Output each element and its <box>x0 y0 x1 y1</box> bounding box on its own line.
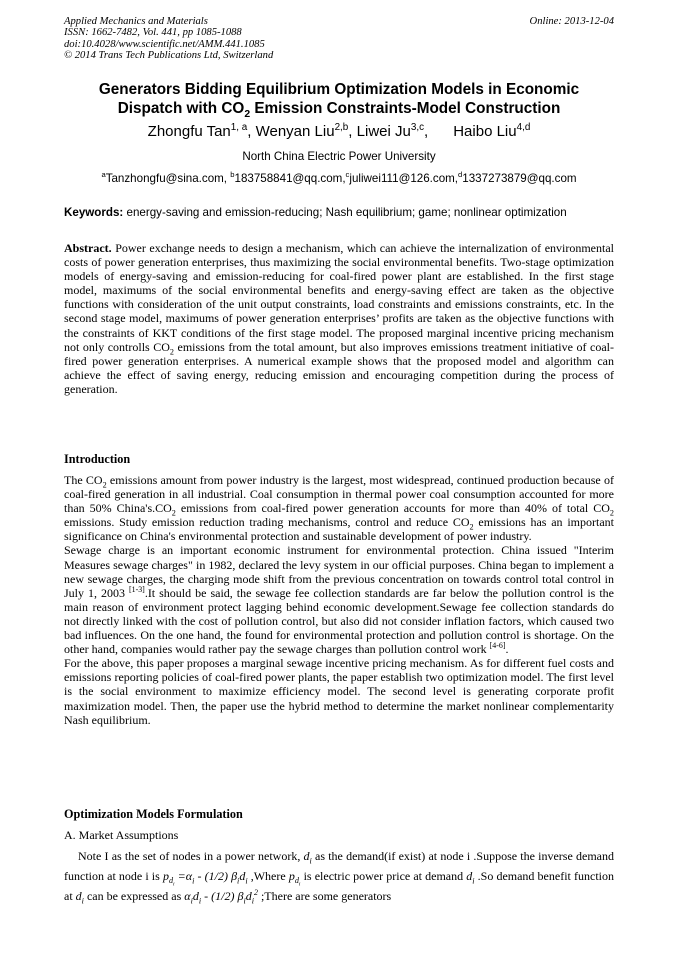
subsection-heading: A. Market Assumptions <box>64 828 179 842</box>
abstract-text: emissions from the total amount, but also improves emissions treatment initiative of coal-fired power generation enterprises. A numerical example shows that the proposed model and algorithm can achieve the effect of saving energy, reducing emission and encouraging competition during the process of generation. <box>64 339 614 396</box>
math-var: d <box>245 889 252 903</box>
keywords-label: Keywords: <box>64 206 124 219</box>
online-date: Online: 2013-12-04 <box>529 16 614 27</box>
math-sub: i <box>173 882 175 889</box>
email-sup: c <box>345 170 350 180</box>
section-heading-introduction: Introduction <box>64 452 131 466</box>
math-sub: i <box>472 876 475 886</box>
email-link[interactable]: 1337273879@qq.com <box>462 172 577 185</box>
math-sup: 2 <box>254 888 258 897</box>
abstract-label: Abstract. <box>64 241 112 255</box>
author-sup: 3,c <box>410 122 425 133</box>
market-assumptions-body <box>64 846 614 906</box>
paragraph: For the above, this paper proposes a marginal sewage incentive pricing mechanism. As for different fuel costs and emissions reporting policies of coal-fired power plants, the paper establish two optimization model. The first level is the social environment to maximize efficiency model. The second level is generating corporate profit maximization model. Then, the paper use the hybrid method to determine the market nonlinear complementarity Nash equilibrium. <box>64 656 614 727</box>
math-var: α <box>184 889 191 903</box>
email-link[interactable]: 183758841@qq.com, <box>234 172 346 185</box>
math-var: =α <box>174 869 193 883</box>
author-name: Liwei Ju <box>356 123 411 140</box>
title-line-2 <box>40 99 638 121</box>
math-sub: i <box>237 876 240 886</box>
math-var: d <box>466 869 473 883</box>
math-var: d <box>75 889 82 903</box>
math-var: p <box>288 869 295 883</box>
email-link[interactable]: juliwei111@126.com, <box>349 172 459 185</box>
text: ,Where <box>247 869 289 883</box>
paper-title <box>40 80 638 121</box>
section-heading-optimization: Optimization Models Formulation <box>64 807 243 821</box>
math-sub: i <box>309 856 312 866</box>
author-list: Zhongfu Tan$^{1, a}$, Wenyan Liu$^{2,b}$, Liwei Ju$^{3,c}$, Haibo Liu$^{4,d}$ <box>147 122 531 140</box>
copyright-line: © 2014 Trans Tech Publications Ltd, Switzerland <box>64 50 274 62</box>
benefit-equation <box>184 888 258 906</box>
title-subscript: 2 <box>244 109 251 121</box>
paragraph <box>64 543 614 656</box>
math-sub: i <box>190 896 193 906</box>
text: emissions has an important significance on China's environmental protection and sustainable development of power industry. <box>64 515 614 544</box>
math-var: d <box>192 889 199 903</box>
math-sub: i <box>251 896 254 906</box>
math-sub: i <box>298 882 301 889</box>
math-var: d <box>303 849 310 863</box>
math-sub: i <box>245 876 248 886</box>
title-text: Dispatch with CO <box>117 100 245 117</box>
affiliation: North China Electric Power University <box>242 150 436 163</box>
introduction-body <box>64 473 614 727</box>
text: as the demand(if exist) at node i .Suppose the inverse demand function at node i is <box>64 849 614 883</box>
subscript: 2 <box>102 480 107 490</box>
keywords-text: energy-saving and emission-reducing; Nash equilibrium; game; nonlinear optimization <box>126 206 567 219</box>
author-sup: 2,b <box>334 122 349 133</box>
email-sup: a <box>101 170 106 180</box>
math-sub: d <box>168 876 174 886</box>
text: emissions amount from power industry is the largest, most widespread, continued production because of coal-fired generation in all industrial. Coal consumption in thermal power coal consumption accounted for more than 50% China's.CO <box>64 473 614 516</box>
author-name: Zhongfu Tan <box>147 123 231 140</box>
math-sub: d <box>294 876 299 886</box>
paragraph <box>64 846 614 906</box>
math-var: - (1/2) β <box>194 869 238 883</box>
text: Sewage charge is an important economic instrument for environmental protection. China issued "Interim Measures sewage charges" in 1982, declared the levy system in our official purposes. China began to implement a new sewage charges, the charging mode shift from the previous concentration on towards control total control in July 1, 2003 <box>64 543 614 600</box>
title-line-1: Generators Bidding Equilibrium Optimization Models in Economic <box>98 81 580 98</box>
email-sup: d <box>458 170 463 180</box>
abstract-text: Power exchange needs to design a mechanism, which can achieve the internalization of environmental costs of power generation enterprises, thus maximizing the social environmental benefits. Two-stage optimization models of energy-saving and emission-reducing for coal-fired power plant are established. In the first stage model, maximums of the social environmental benefits and energy-saving effect are taken as the objective functions with consideration of the unit output constraints, load constraints and emissions constraints, etc. In the second stage model, maximums of power generation enterprises’ profits are taken as the objective functions with the constraints of KKT conditions of the first stage model. The proposed marginal incentive pricing mechanism not only controlls CO <box>64 241 615 354</box>
subscript: 2 <box>169 347 174 357</box>
math-price <box>288 869 301 889</box>
email-list <box>40 172 638 185</box>
citation[interactable]: [4-6] <box>489 641 506 651</box>
text: The CO <box>64 473 103 487</box>
math-var: d <box>239 869 246 883</box>
text: . <box>505 642 509 657</box>
email-link[interactable]: Tanzhongfu@sina.com, <box>105 172 231 185</box>
inverse-demand-equation <box>162 869 248 889</box>
math-sub: i <box>243 896 246 906</box>
text: emissions from coal-fired power generation accounts for more than 40% of total CO <box>175 501 610 516</box>
text: can be expressed as <box>83 889 185 903</box>
citation[interactable]: [1-3] <box>129 584 145 594</box>
math-var: - (1/2) β <box>201 889 244 903</box>
subscript: 2 <box>469 522 474 532</box>
journal-header <box>64 16 273 62</box>
text: ;There are some generators <box>257 889 392 903</box>
math-d <box>303 849 312 866</box>
subscript: 2 <box>171 508 176 518</box>
text: emissions. Study emission reduction trading mechanisms, control and reduce CO <box>64 515 470 530</box>
text: .So demand benefit function at <box>64 869 614 903</box>
author-sup: 1, a <box>230 122 248 133</box>
doi-line: doi:10.4028/www.scientific.net/AMM.441.1085 <box>64 38 265 50</box>
issn-line: ISSN: 1662-7482, Vol. 441, pp 1085-1088 <box>64 27 242 39</box>
keywords <box>64 206 567 219</box>
math-sub: i <box>81 896 84 906</box>
subscript: 2 <box>609 508 614 518</box>
author-sup: 4,d <box>516 122 531 133</box>
author-name: Haibo Liu <box>453 123 517 140</box>
math-d <box>75 889 84 906</box>
author-name: Wenyan Liu <box>255 123 335 140</box>
text: .It should be said, the sewage fee collection standards are far below the pollution control is the main reason of environment protect lagging behind economic development.Sewage fee collection standards do not directly linked with the cost of pollution control, but also did not consider inflation factors, which caused two bad influences. On the one hand, the found for environmental protection and pollution control is shortage. On the other hand, companies would rather pay the sewage charges than pollution control work <box>64 585 614 657</box>
journal-name: Applied Mechanics and Materials <box>64 16 208 27</box>
text: is electric power price at demand <box>300 869 467 883</box>
math-sub: i <box>198 896 202 906</box>
paragraph <box>64 473 614 543</box>
math-sub: i <box>192 876 195 886</box>
math-var: p <box>162 869 169 883</box>
math-d <box>466 869 475 886</box>
email-sup: b <box>230 170 235 180</box>
abstract <box>64 241 614 396</box>
text: Note I as the set of nodes in a power network, <box>78 849 304 863</box>
title-text: Emission Constraints-Model Construction <box>250 100 561 117</box>
